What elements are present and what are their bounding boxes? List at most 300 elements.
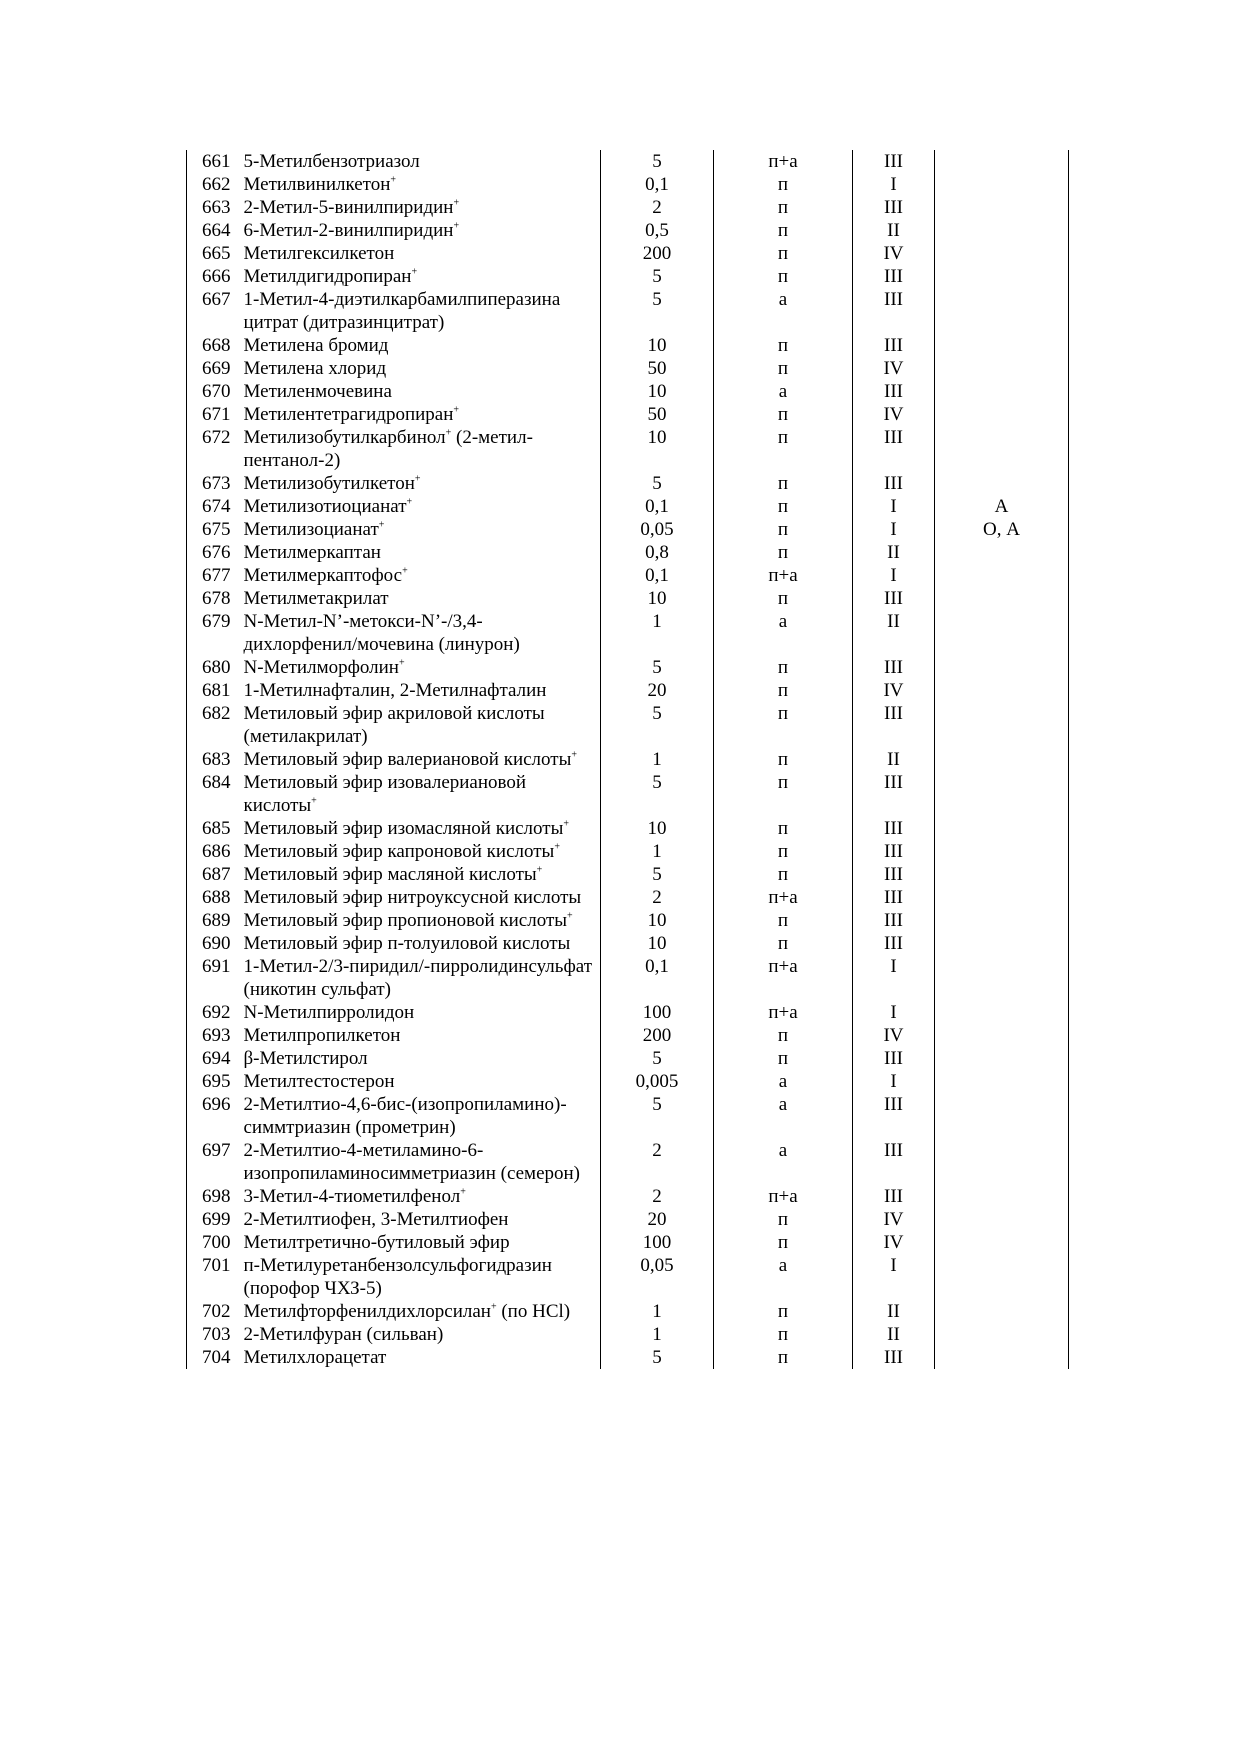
- substance-name: [234, 886, 601, 909]
- effect-note: [935, 955, 1069, 1001]
- limit-value: 0,005: [601, 1070, 714, 1093]
- row-number: 688: [187, 886, 234, 909]
- aggregate-state: а: [714, 288, 853, 334]
- substance-name-text: Метилфторфенилдихлорсилан: [243, 1301, 491, 1322]
- hazard-class: I: [853, 495, 935, 518]
- effect-note: [935, 334, 1069, 357]
- effect-note: [935, 1185, 1069, 1208]
- table-row: [187, 771, 1069, 817]
- footnote-mark: +: [453, 197, 460, 209]
- hazard-class: III: [853, 1047, 935, 1070]
- table-row: [187, 1346, 1069, 1369]
- limit-value: 1: [601, 1323, 714, 1346]
- table-row: [187, 587, 1069, 610]
- hazard-class: IV: [853, 242, 935, 265]
- substance-name: [234, 173, 601, 196]
- effect-note: [935, 380, 1069, 403]
- substance-name-text: N-Метил-N’-метокси-N’-/3,4-дихлорфенил/мочевина (линурон): [243, 611, 520, 655]
- footnote-mark: +: [563, 818, 569, 830]
- aggregate-state: п: [714, 1300, 853, 1323]
- limit-value: 2: [601, 1185, 714, 1208]
- limit-value: 10: [601, 817, 714, 840]
- aggregate-state: п: [714, 1323, 853, 1346]
- limit-value: 5: [601, 288, 714, 334]
- aggregate-state: п+а: [714, 955, 853, 1001]
- hazard-class: III: [853, 380, 935, 403]
- row-number: 671: [187, 403, 234, 426]
- substance-name-continuation: (2-метил-пентанол-2): [243, 427, 533, 471]
- hazard-class: IV: [853, 1208, 935, 1231]
- table-row: [187, 495, 1069, 518]
- footnote-mark: +: [390, 174, 397, 186]
- substance-name-text: Метиловый эфир изовалериановой кислоты: [243, 772, 527, 816]
- hazard-class: IV: [853, 403, 935, 426]
- table-row: [187, 1185, 1069, 1208]
- table-row: [187, 817, 1069, 840]
- effect-note: [935, 1139, 1069, 1185]
- substance-name-text: Метилметакрилат: [243, 588, 389, 609]
- limit-value: 0,1: [601, 955, 714, 1001]
- substance-name: [234, 1001, 601, 1024]
- table-row: [187, 196, 1069, 219]
- substance-name-text: Метиловый эфир изомасляной кислоты: [243, 818, 564, 839]
- substance-name: [234, 242, 601, 265]
- hazard-class: III: [853, 426, 935, 472]
- footnote-mark: +: [378, 519, 385, 531]
- footnote-mark: +: [567, 910, 573, 922]
- hazard-class: I: [853, 955, 935, 1001]
- hazard-class: III: [853, 863, 935, 886]
- row-number: 668: [187, 334, 234, 357]
- limit-value: 10: [601, 587, 714, 610]
- substance-name: [234, 288, 601, 334]
- row-number: 695: [187, 1070, 234, 1093]
- table-row: [187, 1024, 1069, 1047]
- footnote-mark: +: [402, 565, 408, 577]
- effect-note: [935, 679, 1069, 702]
- substance-name: [234, 564, 601, 587]
- footnote-mark: +: [411, 266, 418, 278]
- substance-name-text: Метилвинилкетон: [243, 174, 391, 195]
- substance-name-text: 2-Метил-5-винилпиридин: [243, 197, 454, 218]
- effect-note: [935, 656, 1069, 679]
- table-row: [187, 1093, 1069, 1139]
- hazard-class: III: [853, 1346, 935, 1369]
- effect-note: [935, 909, 1069, 932]
- aggregate-state: а: [714, 1070, 853, 1093]
- substance-name-text: Метилтретично-бутиловый эфир: [243, 1232, 510, 1253]
- hazard-class: IV: [853, 357, 935, 380]
- limit-value: 20: [601, 1208, 714, 1231]
- substance-name: [234, 1093, 601, 1139]
- row-number: 682: [187, 702, 234, 748]
- substance-name-text: 2-Метилтиофен, 3-Метилтиофен: [243, 1209, 509, 1230]
- aggregate-state: а: [714, 1093, 853, 1139]
- row-number: 680: [187, 656, 234, 679]
- limit-value: 0,1: [601, 495, 714, 518]
- hazard-class: III: [853, 196, 935, 219]
- effect-note: [935, 1208, 1069, 1231]
- aggregate-state: п: [714, 1346, 853, 1369]
- table-row: [187, 173, 1069, 196]
- row-number: 694: [187, 1047, 234, 1070]
- substance-name: [234, 1300, 601, 1323]
- substance-name-text: Метилдигидропиран: [243, 266, 412, 287]
- substance-name-text: Метиловый эфир масляной кислоты: [243, 864, 537, 885]
- row-number: 693: [187, 1024, 234, 1047]
- footnote-mark: +: [453, 220, 460, 232]
- table-row: [187, 242, 1069, 265]
- row-number: 697: [187, 1139, 234, 1185]
- row-number: 690: [187, 932, 234, 955]
- limit-value: 200: [601, 1024, 714, 1047]
- effect-note: [935, 748, 1069, 771]
- hazard-class: III: [853, 817, 935, 840]
- aggregate-state: п: [714, 840, 853, 863]
- aggregate-state: п+а: [714, 564, 853, 587]
- substance-name-text: N-Метилпирролидон: [243, 1002, 415, 1023]
- effect-note: [935, 817, 1069, 840]
- footnote-mark: +: [414, 473, 421, 485]
- row-number: 663: [187, 196, 234, 219]
- effect-note: [935, 932, 1069, 955]
- effect-note: [935, 1093, 1069, 1139]
- aggregate-state: п+а: [714, 1185, 853, 1208]
- table-row: [187, 564, 1069, 587]
- hazard-class: I: [853, 1001, 935, 1024]
- aggregate-state: п: [714, 357, 853, 380]
- substance-name: [234, 380, 601, 403]
- effect-note: [935, 265, 1069, 288]
- substance-name: [234, 1024, 601, 1047]
- substance-name-text: Метилизобутилкетон: [243, 473, 415, 494]
- table-body: [187, 150, 1069, 1369]
- substance-name-text: Метилизоцианат: [243, 519, 379, 540]
- hazard-class: III: [853, 472, 935, 495]
- table-row: [187, 357, 1069, 380]
- substance-name: [234, 817, 601, 840]
- footnote-mark: +: [398, 657, 405, 669]
- table-row: [187, 1047, 1069, 1070]
- hazard-class: II: [853, 1323, 935, 1346]
- substance-name-text: п-Метилуретанбензолсульфогидразин (порофор ЧХЗ-5): [243, 1255, 552, 1299]
- hazard-class: I: [853, 518, 935, 541]
- footnote-mark: +: [453, 404, 460, 416]
- aggregate-state: п: [714, 656, 853, 679]
- footnote-mark: +: [554, 841, 560, 853]
- row-number: 700: [187, 1231, 234, 1254]
- limit-value: 5: [601, 472, 714, 495]
- hazard-class: III: [853, 265, 935, 288]
- aggregate-state: п: [714, 771, 853, 817]
- limit-value: 50: [601, 357, 714, 380]
- hazard-class: II: [853, 748, 935, 771]
- table-row: [187, 518, 1069, 541]
- table-row: [187, 1139, 1069, 1185]
- substance-name: [234, 541, 601, 564]
- table-row: [187, 610, 1069, 656]
- effect-note: [935, 1070, 1069, 1093]
- aggregate-state: п: [714, 334, 853, 357]
- substance-name-text: N-Метилморфолин: [243, 657, 399, 678]
- limit-value: 5: [601, 150, 714, 173]
- substance-name: [234, 1047, 601, 1070]
- substance-name-text: Метилизобутилкарбинол: [243, 427, 446, 448]
- substance-name: [234, 932, 601, 955]
- effect-note: [935, 1024, 1069, 1047]
- substance-name: [234, 1185, 601, 1208]
- hazard-class: III: [853, 909, 935, 932]
- substance-name-text: Метилтестостерон: [243, 1071, 395, 1092]
- substance-name-text: Метилентетрагидропиран: [243, 404, 454, 425]
- effect-note: [935, 219, 1069, 242]
- substance-name-text: 2-Метилфуран (сильван): [243, 1324, 444, 1345]
- table-row: [187, 219, 1069, 242]
- hazard-class: II: [853, 1300, 935, 1323]
- limit-value: 2: [601, 886, 714, 909]
- limit-value: 5: [601, 863, 714, 886]
- hazard-class: I: [853, 564, 935, 587]
- row-number: 703: [187, 1323, 234, 1346]
- table-row: [187, 1070, 1069, 1093]
- substance-name: [234, 1254, 601, 1300]
- substance-name: [234, 495, 601, 518]
- limit-value: 10: [601, 932, 714, 955]
- substance-name: [234, 909, 601, 932]
- footnote-mark: +: [460, 1186, 466, 1198]
- substance-name-text: Метилмеркаптан: [243, 542, 381, 563]
- substance-name: [234, 518, 601, 541]
- table-row: [187, 380, 1069, 403]
- row-number: 675: [187, 518, 234, 541]
- hazard-class: III: [853, 702, 935, 748]
- aggregate-state: п: [714, 817, 853, 840]
- aggregate-state: п: [714, 1231, 853, 1254]
- hazard-class: II: [853, 610, 935, 656]
- limit-value: 1: [601, 1300, 714, 1323]
- hazard-class: IV: [853, 1231, 935, 1254]
- row-number: 670: [187, 380, 234, 403]
- substance-name: [234, 265, 601, 288]
- aggregate-state: п: [714, 495, 853, 518]
- effect-note: [935, 242, 1069, 265]
- footnote-mark: +: [571, 749, 577, 761]
- substance-name: [234, 334, 601, 357]
- limit-value: 2: [601, 1139, 714, 1185]
- aggregate-state: п: [714, 265, 853, 288]
- row-number: 666: [187, 265, 234, 288]
- substance-name: [234, 840, 601, 863]
- limit-value: 1: [601, 748, 714, 771]
- substance-name-text: Метиловый эфир капроновой кислоты: [243, 841, 555, 862]
- limit-value: 0,1: [601, 564, 714, 587]
- substance-name-continuation: (по HCl): [496, 1301, 571, 1322]
- substance-name-text: 1-Метил-2/3-пиридил/-пирролидинсульфат (никотин сульфат): [243, 956, 593, 1000]
- row-number: 683: [187, 748, 234, 771]
- hazard-class: III: [853, 1139, 935, 1185]
- substance-name-text: 2-Метилтио-4-метиламино-6-изопропиламиносимметриазин (семерон): [243, 1140, 580, 1184]
- substance-name: [234, 426, 601, 472]
- substance-name: [234, 748, 601, 771]
- row-number: 701: [187, 1254, 234, 1300]
- footnote-mark: +: [311, 795, 317, 807]
- row-number: 686: [187, 840, 234, 863]
- footnote-mark: +: [445, 427, 452, 439]
- aggregate-state: п: [714, 1047, 853, 1070]
- limit-value: 5: [601, 1346, 714, 1369]
- hazard-class: III: [853, 932, 935, 955]
- hazard-class: III: [853, 288, 935, 334]
- effect-note: [935, 1001, 1069, 1024]
- limit-value: 0,1: [601, 173, 714, 196]
- limit-value: 5: [601, 265, 714, 288]
- substance-name-text: Метиловый эфир акриловой кислоты (метилакрилат): [243, 703, 545, 747]
- row-number: 678: [187, 587, 234, 610]
- limit-value: 1: [601, 610, 714, 656]
- row-number: 677: [187, 564, 234, 587]
- effect-note: [935, 1047, 1069, 1070]
- row-number: 691: [187, 955, 234, 1001]
- row-number: 704: [187, 1346, 234, 1369]
- substance-name: [234, 1346, 601, 1369]
- effect-note: [935, 702, 1069, 748]
- substance-name-text: 2-Метилтио-4,6-бис-(изопропиламино)-симмтриазин (прометрин): [243, 1094, 567, 1138]
- limit-value: 10: [601, 380, 714, 403]
- aggregate-state: п+а: [714, 1001, 853, 1024]
- effect-note: [935, 1323, 1069, 1346]
- substance-name: [234, 1231, 601, 1254]
- substance-name: [234, 357, 601, 380]
- limit-value: 10: [601, 426, 714, 472]
- effect-note: [935, 288, 1069, 334]
- limit-value: 0,05: [601, 1254, 714, 1300]
- substance-name: [234, 403, 601, 426]
- row-number: 679: [187, 610, 234, 656]
- table-row: [187, 863, 1069, 886]
- row-number: 664: [187, 219, 234, 242]
- aggregate-state: а: [714, 1254, 853, 1300]
- substance-name: [234, 702, 601, 748]
- aggregate-state: п: [714, 403, 853, 426]
- limit-value: 5: [601, 656, 714, 679]
- aggregate-state: п: [714, 1024, 853, 1047]
- substance-name: [234, 472, 601, 495]
- aggregate-state: п: [714, 196, 853, 219]
- row-number: 699: [187, 1208, 234, 1231]
- table-row: [187, 541, 1069, 564]
- row-number: 685: [187, 817, 234, 840]
- substance-name: [234, 656, 601, 679]
- footnote-mark: +: [536, 864, 543, 876]
- row-number: 665: [187, 242, 234, 265]
- aggregate-state: п: [714, 702, 853, 748]
- aggregate-state: п: [714, 1208, 853, 1231]
- footnote-mark: +: [490, 1301, 497, 1313]
- limit-value: 5: [601, 771, 714, 817]
- hazard-class: III: [853, 334, 935, 357]
- table-row: [187, 1208, 1069, 1231]
- row-number: 684: [187, 771, 234, 817]
- row-number: 698: [187, 1185, 234, 1208]
- substance-name: [234, 679, 601, 702]
- substance-name-text: Метилгексилкетон: [243, 243, 395, 264]
- table-row: [187, 656, 1069, 679]
- limit-value: 20: [601, 679, 714, 702]
- hazard-class: III: [853, 1093, 935, 1139]
- limit-value: 5: [601, 1047, 714, 1070]
- substance-name: [234, 1070, 601, 1093]
- substance-name-text: 6-Метил-2-винилпиридин: [243, 220, 454, 241]
- hazard-class: II: [853, 219, 935, 242]
- hazard-class: I: [853, 1070, 935, 1093]
- table-row: [187, 932, 1069, 955]
- aggregate-state: п: [714, 173, 853, 196]
- substance-name-text: Метиловый эфир валериановой кислоты: [243, 749, 572, 770]
- effect-note: [935, 886, 1069, 909]
- limit-value: 100: [601, 1231, 714, 1254]
- limit-value: 1: [601, 840, 714, 863]
- effect-note: [935, 403, 1069, 426]
- substance-name-text: Метилизотиоцианат: [243, 496, 407, 517]
- row-number: 673: [187, 472, 234, 495]
- limit-value: 2: [601, 196, 714, 219]
- substance-name-text: β-Метилстирол: [243, 1048, 368, 1069]
- table-row: [187, 334, 1069, 357]
- effect-note: [935, 541, 1069, 564]
- substance-name-text: Метиловый эфир нитроуксусной кислоты: [243, 887, 582, 908]
- substance-name: [234, 1323, 601, 1346]
- table-row: [187, 1231, 1069, 1254]
- hazard-class: I: [853, 1254, 935, 1300]
- aggregate-state: п+а: [714, 150, 853, 173]
- table-row: [187, 472, 1069, 495]
- hazard-class: II: [853, 541, 935, 564]
- hazard-class: I: [853, 173, 935, 196]
- substance-name-text: Метиленмочевина: [243, 381, 392, 402]
- substance-name-text: Метилхлорацетат: [243, 1347, 387, 1368]
- effect-note: А: [935, 495, 1069, 518]
- substance-name-text: Метилена бромид: [243, 335, 389, 356]
- hazard-class: III: [853, 1185, 935, 1208]
- table-row: [187, 1300, 1069, 1323]
- row-number: 662: [187, 173, 234, 196]
- aggregate-state: а: [714, 1139, 853, 1185]
- table-row: [187, 403, 1069, 426]
- effect-note: [935, 150, 1069, 173]
- table-row: [187, 886, 1069, 909]
- substance-name-text: Метилмеркаптофос: [243, 565, 403, 586]
- row-number: 669: [187, 357, 234, 380]
- substance-name: [234, 587, 601, 610]
- row-number: 667: [187, 288, 234, 334]
- substance-name-text: Метиловый эфир п-толуиловой кислоты: [243, 933, 571, 954]
- limit-value: 10: [601, 334, 714, 357]
- effect-note: О, А: [935, 518, 1069, 541]
- substance-name-text: Метилпропилкетон: [243, 1025, 401, 1046]
- limit-value: 100: [601, 1001, 714, 1024]
- effect-note: [935, 863, 1069, 886]
- hazard-class: III: [853, 587, 935, 610]
- row-number: 702: [187, 1300, 234, 1323]
- table-row: [187, 909, 1069, 932]
- substances-table: [186, 150, 1069, 1369]
- substance-name: [234, 1139, 601, 1185]
- table-row: [187, 150, 1069, 173]
- hazard-class: III: [853, 771, 935, 817]
- table-row: [187, 1254, 1069, 1300]
- row-number: 696: [187, 1093, 234, 1139]
- effect-note: [935, 564, 1069, 587]
